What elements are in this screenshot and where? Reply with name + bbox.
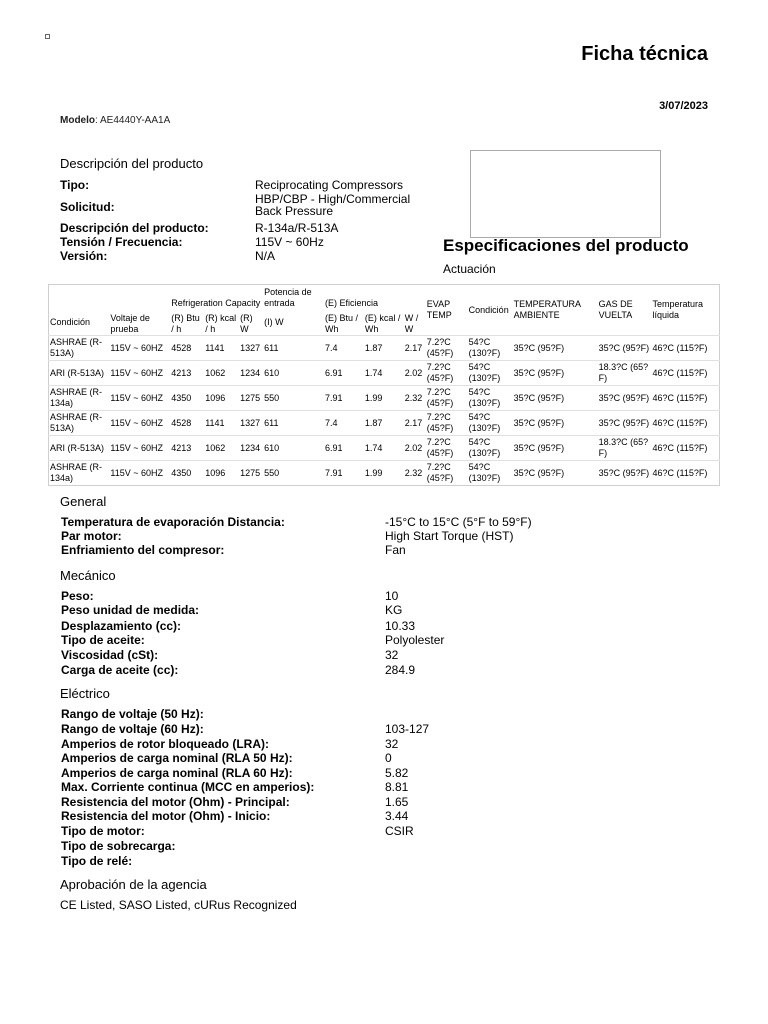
cell-btu: 4528 [170,411,204,436]
general-row-value: Fan [385,543,406,557]
cell-condicion-2: 54?C (130?F) [468,411,513,436]
specs-subtitle: Actuación [443,262,496,276]
cell-condicion-2: 54?C (130?F) [468,386,513,411]
cell-evap-temp: 7.2?C (45?F) [426,461,468,486]
cell-w: 1234 [239,436,263,461]
cell-condicion-2: 54?C (130?F) [468,461,513,486]
mecanico-row-value: Polyolester [385,633,445,647]
cell-e-ww: 2.02 [404,436,426,461]
cell-e-ww: 2.17 [404,336,426,361]
table-header-row [49,285,720,310]
mecanico-row-value: KG [385,603,403,617]
cell-w: 1275 [239,461,263,486]
electrico-row-label: Amperios de rotor bloqueado (LRA): [61,737,269,751]
cell-e-kcal: 1.74 [364,361,404,386]
header-kcal: (R) kcal / h [205,313,237,334]
cell-gas-vuelta: 35?C (95?F) [598,386,652,411]
cell-condicion-2: 54?C (130?F) [468,436,513,461]
cell-temp-liquida: 46?C (115?F) [651,361,719,386]
cell-kcal: 1141 [204,411,239,436]
cell-gas-vuelta: 18.3?C (65?F) [598,436,652,461]
cell-e-ww: 2.32 [404,461,426,486]
electrico-row-label: Amperios de carga nominal (RLA 50 Hz): [61,751,293,765]
electrico-row-label: Rango de voltaje (50 Hz): [61,707,204,721]
table-row [49,336,720,361]
performance-table [48,284,720,486]
header-eficiencia: (E) Eficiencia [324,298,378,308]
mecanico-row-label: Desplazamiento (cc): [61,619,182,633]
cell-condicion: ARI (R-513A) [49,361,110,386]
product-row-label: Solicitud: [60,200,115,214]
cell-evap-temp: 7.2?C (45?F) [426,336,468,361]
cell-btu: 4528 [170,336,204,361]
cell-e-kcal: 1.87 [364,336,404,361]
cell-voltaje: 115V ~ 60HZ [109,361,170,386]
header-w: (R) W [240,313,253,334]
electrico-row-value: 0 [385,751,392,765]
cell-w: 1275 [239,386,263,411]
electrico-row-value: 3.44 [385,809,409,823]
header-voltaje: Voltaje de prueba [110,313,150,334]
product-row-label: Versión: [60,249,108,263]
electrico-row-value: 5.82 [385,766,409,780]
product-row-label: Tipo: [60,178,90,192]
cell-e-btu: 6.91 [324,361,364,386]
cell-condicion-2: 54?C (130?F) [468,336,513,361]
mecanico-row-label: Carga de aceite (cc): [61,663,179,677]
cell-kcal: 1096 [204,386,239,411]
cell-evap-temp: 7.2?C (45?F) [426,411,468,436]
cell-gas-vuelta: 35?C (95?F) [598,336,652,361]
header-condicion: Condición [50,316,91,327]
electrico-row-label: Tipo de sobrecarga: [61,839,176,853]
product-row-label: Tensión / Frecuencia: [60,235,183,249]
cell-condicion: ASHRAE (R-513A) [49,336,110,361]
mecanico-row-value: 284.9 [385,663,416,677]
header-temp-ambiente: TEMPERATURA AMBIENTE [513,299,581,320]
cell-evap-temp: 7.2?C (45?F) [426,436,468,461]
table-row [49,411,720,436]
cell-kcal: 1141 [204,336,239,361]
mecanico-row-value: 32 [385,648,399,662]
cell-voltaje: 115V ~ 60HZ [109,411,170,436]
cell-kcal: 1062 [204,361,239,386]
cell-e-kcal: 1.87 [364,411,404,436]
page-marker [45,34,50,39]
mecanico-row-value: 10.33 [385,619,416,633]
cell-input-w: 550 [263,386,324,411]
cell-temp-liquida: 46?C (115?F) [651,336,719,361]
cell-e-btu: 7.91 [324,386,364,411]
cell-condicion: ASHRAE (R-134a) [49,461,110,486]
cell-btu: 4350 [170,386,204,411]
electrico-row-label: Rango de voltaje (60 Hz): [61,722,204,736]
electrico-row-label: Max. Corriente continua (MCC en amperios): [61,780,315,794]
mecanico-heading: Mecánico [60,568,116,583]
header-e-ww: W / W [404,313,419,334]
cell-evap-temp: 7.2?C (45?F) [426,361,468,386]
cell-input-w: 550 [263,461,324,486]
product-row-value: R-134a/R-513A [255,221,339,235]
product-row-value: Reciprocating Compressors [255,178,404,192]
cell-evap-temp: 7.2?C (45?F) [426,386,468,411]
cell-w: 1327 [239,336,263,361]
product-row-value: HBP/CBP - High/Commercial Back Pressure [255,192,411,218]
cell-condicion-2: 54?C (130?F) [468,361,513,386]
cell-voltaje: 115V ~ 60HZ [109,436,170,461]
header-condicion-2: Condición [468,304,509,315]
header-temp-liquida: Temperatura líquida [652,299,704,320]
cell-voltaje: 115V ~ 60HZ [109,336,170,361]
cell-e-btu: 7.91 [324,461,364,486]
electrico-row-value: CSIR [385,824,414,838]
electrico-row-value: 1.65 [385,795,409,809]
electrico-row-value: 32 [385,737,399,751]
cell-input-w: 611 [263,336,324,361]
general-row-value: -15°C to 15°C (5°F to 59°F) [385,515,532,529]
header-gas-vuelta: GAS DE VUELTA [598,299,633,320]
mecanico-row-value: 10 [385,589,399,603]
cell-input-w: 611 [263,411,324,436]
general-row-label: Enfriamiento del compresor: [61,543,225,557]
header-e-kcal: (E) kcal / Wh [364,313,401,334]
product-row-value: 115V ~ 60Hz [255,235,324,249]
cell-gas-vuelta: 35?C (95?F) [598,461,652,486]
cell-temp-ambiente: 35?C (95?F) [513,336,598,361]
cell-e-ww: 2.17 [404,411,426,436]
cell-temp-liquida: 46?C (115?F) [651,461,719,486]
specs-title: Especificaciones del producto [443,236,689,255]
cell-kcal: 1096 [204,461,239,486]
cell-e-btu: 7.4 [324,336,364,361]
product-image-placeholder [470,150,661,238]
header-refrigeration: Refrigeration Capacity [171,298,261,308]
cell-temp-ambiente: 35?C (95?F) [513,411,598,436]
product-description-heading: Descripción del producto [60,156,204,171]
general-row-value: High Start Torque (HST) [385,529,514,543]
cell-btu: 4350 [170,461,204,486]
document-date: 3/07/2023 [659,100,708,112]
electrico-row-label: Resistencia del motor (Ohm) - Principal: [61,795,290,809]
model-line: Modelo: AE4440Y-AA1A [60,115,171,126]
cell-condicion: ARI (R-513A) [49,436,110,461]
header-potencia-w: (I) W [264,316,284,327]
table-row [49,361,720,386]
cell-condicion: ASHRAE (R-513A) [49,411,110,436]
table-row [49,386,720,411]
cell-voltaje: 115V ~ 60HZ [109,461,170,486]
header-evap-temp: EVAP TEMP [426,299,452,320]
page-title: Ficha técnica [581,43,708,65]
cell-e-kcal: 1.99 [364,461,404,486]
electrico-row-value: 8.81 [385,780,409,794]
cell-temp-ambiente: 35?C (95?F) [513,436,598,461]
mecanico-row-label: Tipo de aceite: [61,633,145,647]
mecanico-row-label: Viscosidad (cSt): [61,648,159,662]
cell-btu: 4213 [170,361,204,386]
cell-kcal: 1062 [204,436,239,461]
table-row [49,436,720,461]
cell-e-ww: 2.02 [404,361,426,386]
cell-e-ww: 2.32 [404,386,426,411]
cell-temp-liquida: 46?C (115?F) [651,436,719,461]
cell-voltaje: 115V ~ 60HZ [109,386,170,411]
table-row [49,461,720,486]
cell-btu: 4213 [170,436,204,461]
electrico-row-label: Tipo de relé: [61,854,133,868]
general-row-label: Temperatura de evaporación Distancia: [61,515,285,529]
cell-input-w: 610 [263,436,324,461]
electrico-row-value: 103-127 [385,722,430,736]
header-potencia: Potencia de entrada [264,287,312,308]
cell-e-kcal: 1.74 [364,436,404,461]
cell-temp-liquida: 46?C (115?F) [651,411,719,436]
cell-gas-vuelta: 35?C (95?F) [598,411,652,436]
cell-gas-vuelta: 18.3?C (65?F) [598,361,652,386]
product-row-label: Descripción del producto: [60,221,209,235]
general-heading: General [60,494,107,509]
cell-w: 1327 [239,411,263,436]
model-label: Modelo [60,115,95,126]
electrico-row-label: Amperios de carga nominal (RLA 60 Hz): [61,766,293,780]
product-row-value: N/A [255,249,276,263]
agency-heading: Aprobación de la agencia [60,877,207,892]
cell-e-btu: 7.4 [324,411,364,436]
header-e-btu: (E) Btu / Wh [324,313,358,334]
mecanico-row-label: Peso unidad de medida: [61,603,200,617]
agency-value: CE Listed, SASO Listed, cURus Recognized [60,898,297,912]
cell-temp-ambiente: 35?C (95?F) [513,361,598,386]
cell-temp-ambiente: 35?C (95?F) [513,461,598,486]
electrico-row-label: Resistencia del motor (Ohm) - Inicio: [61,809,271,823]
model-value: AE4440Y-AA1A [100,115,171,126]
cell-input-w: 610 [263,361,324,386]
mecanico-row-label: Peso: [61,589,94,603]
cell-e-btu: 6.91 [324,436,364,461]
cell-w: 1234 [239,361,263,386]
header-btu: (R) Btu / h [171,313,200,334]
electrico-heading: Eléctrico [60,686,110,701]
electrico-row-label: Tipo de motor: [61,824,145,838]
cell-temp-liquida: 46?C (115?F) [651,386,719,411]
general-row-label: Par motor: [61,529,122,543]
cell-temp-ambiente: 35?C (95?F) [513,386,598,411]
cell-condicion: ASHRAE (R-134a) [49,386,110,411]
cell-e-kcal: 1.99 [364,386,404,411]
